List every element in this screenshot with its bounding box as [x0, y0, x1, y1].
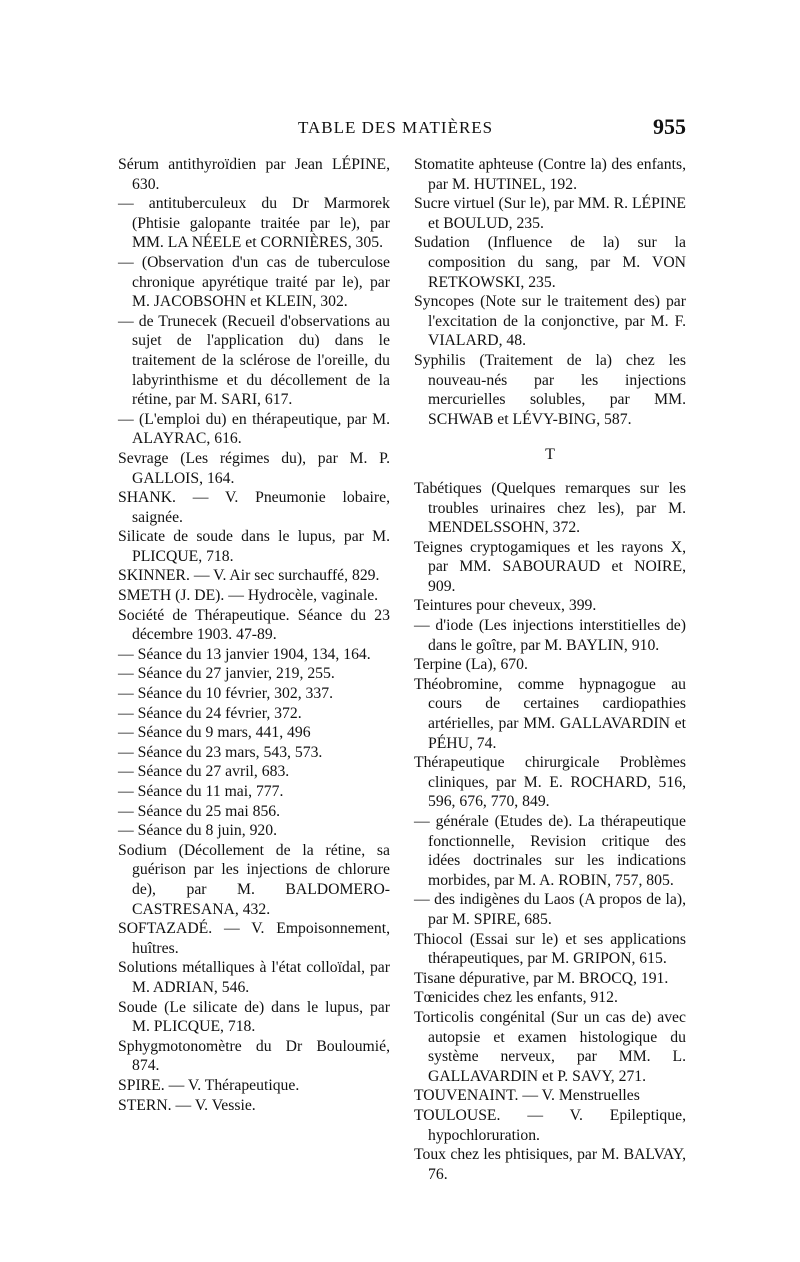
index-entry: SOFTAZADÉ. — V. Empoisonnement, huîtres.: [118, 920, 390, 957]
index-entry: Sphygmotonomètre du Dr Bouloumié, 874.: [118, 1037, 390, 1075]
index-entry: — d'iode (Les injections interstitielles de) dans le goître, par M. BAYLIN, 910.: [414, 617, 686, 654]
index-entry: — générale (Etudes de). La thérapeutique fonctionnelle, Revision critique des idées doctrinales sur les indications morbides, par M. A. ROBIN, 757, 805.: [414, 813, 686, 889]
index-entry: Sucre virtuel (Sur le), par MM. R. LÉPINE et BOULUD, 235.: [414, 195, 686, 232]
index-entry: — Séance du 11 mai, 777.: [118, 783, 284, 800]
page-number: 955: [653, 114, 686, 139]
index-entry: STERN. — V. Vessie.: [118, 1096, 256, 1114]
index-entry: Torticolis congénital (Sur un cas de) avec autopsie et examen histologique du système nerveux, par MM. L. GALLAVARDIN et P. SAVY, 271.: [414, 1008, 686, 1085]
index-entry: Sodium (Décollement de la rétine, sa guérison par les injections de chlorure de), par M. BALDOMERO-CASTRESANA, 432.: [118, 841, 390, 918]
index-entry: Silicate de soude dans le lupus, par M. PLICQUE, 718.: [118, 528, 390, 565]
index-entry: — Séance du 8 juin, 920.: [118, 822, 278, 840]
index-column-left: [118, 155, 390, 1115]
index-entry: — des indigènes du Laos (A propos de la), par M. SPIRE, 685.: [414, 891, 686, 928]
index-entry: Syphilis (Traitement de la) chez les nouveau-nés par les injections mercurielles solubles, par MM. SCHWAB et LÉVY-BING, 587.: [414, 351, 686, 428]
index-entry: Tœnicides chez les enfants, 912.: [414, 989, 618, 1007]
index-entry: — Séance du 25 mai 856.: [118, 802, 281, 820]
section-letter-heading: T: [545, 446, 555, 464]
index-entry: — (Observation d'un cas de tuberculose chronique apyrétique traité par le), par M. JACOBSOHN et KLEIN, 302.: [118, 253, 390, 311]
index-entry: Sudation (Influence de la) sur la composition du sang, par M. VON RETKOWSKI, 235.: [414, 234, 686, 291]
index-entry: Teignes cryptogamiques et les rayons X, par MM. SABOURAUD et NOIRE, 909.: [414, 538, 686, 595]
index-entry: — Séance du 27 avril, 683.: [118, 763, 290, 781]
index-entry: Sérum antithyroïdien par Jean LÉPINE, 630.: [118, 156, 390, 193]
index-entry: Tabétiques (Quelques remarques sur les troubles urinaires chez les), par M. MENDELSSOHN, 372.: [414, 479, 686, 537]
index-entry: Sevrage (Les régimes du), par M. P. GALLOIS, 164.: [118, 449, 390, 487]
index-entry: SHANK. — V. Pneumonie lobaire, saignée.: [118, 489, 390, 526]
index-entry: TOULOUSE. — V. Epileptique, hypochloruration.: [414, 1106, 686, 1144]
index-entry: Soude (Le silicate de) dans le lupus, par M. PLICQUE, 718.: [118, 998, 390, 1036]
index-column-right: [414, 155, 686, 1184]
index-entry: Syncopes (Note sur le traitement des) par l'excitation de la conjonctive, par M. F. VIALARD, 48.: [414, 293, 686, 350]
index-entry: — de Trunecek (Recueil d'observations au sujet de l'application du) dans le traitement de la sclérose de l'oreille, du labyrinthisme et du décollement de la rétine, par M. SARI, 617.: [118, 312, 390, 409]
index-entry: — Séance du 10 février, 302, 337.: [118, 685, 334, 703]
index-entry: Solutions métalliques à l'état colloïdal, par M. ADRIAN, 546.: [118, 959, 390, 996]
index-entry: Stomatite aphteuse (Contre la) des enfants, par M. HUTINEL, 192.: [414, 156, 686, 193]
index-entry: — Séance du 9 mars, 441, 496: [118, 724, 311, 742]
index-entry: Thérapeutique chirurgicale Problèmes cliniques, par M. E. ROCHARD, 516, 596, 676, 770, 849.: [414, 754, 686, 811]
index-entry: Société de Thérapeutique. Séance du 23 décembre 1903. 47-89.: [118, 606, 390, 644]
index-entry: SMETH (J. DE). — Hydrocèle, vaginale.: [118, 587, 379, 605]
index-entry: Terpine (La), 670.: [414, 656, 528, 674]
index-entry: Tisane dépurative, par M. BROCQ, 191.: [414, 969, 669, 987]
index-entry: — Séance du 13 janvier 1904, 134, 164.: [118, 645, 371, 663]
index-entry: Teintures pour cheveux, 399.: [414, 597, 597, 615]
running-title: TABLE DES MATIÈRES: [298, 118, 494, 137]
index-entry: Thiocol (Essai sur le) et ses applications thérapeutiques, par M. GRIPON, 615.: [414, 930, 686, 968]
index-entry: — (L'emploi du) en thérapeutique, par M. ALAYRAC, 616.: [118, 410, 390, 448]
index-entry: Théobromine, comme hypnagogue au cours de certaines cardiopathies artérielles, par MM. GALLAVARDIN et PÉHU, 74.: [414, 675, 686, 752]
index-entry: — Séance du 24 février, 372.: [118, 704, 302, 722]
index-entry: — Séance du 27 janvier, 219, 255.: [118, 665, 335, 683]
index-entry: Toux chez les phtisiques, par M. BALVAY, 76.: [414, 1146, 686, 1183]
page-header: [0, 112, 800, 142]
index-entry: SPIRE. — V. Thérapeutique.: [118, 1076, 300, 1094]
index-entry: TOUVENAINT. — V. Menstruelles: [414, 1087, 640, 1105]
index-entry: — Séance du 23 mars, 543, 573.: [118, 743, 323, 761]
index-entry: SKINNER. — V. Air sec surchauffé, 829.: [118, 567, 380, 585]
index-entry: — antituberculeux du Dr Marmorek (Phtisie galopante traitée par le), par MM. LA NÉELE et CORNIÈRES, 305.: [118, 195, 390, 252]
